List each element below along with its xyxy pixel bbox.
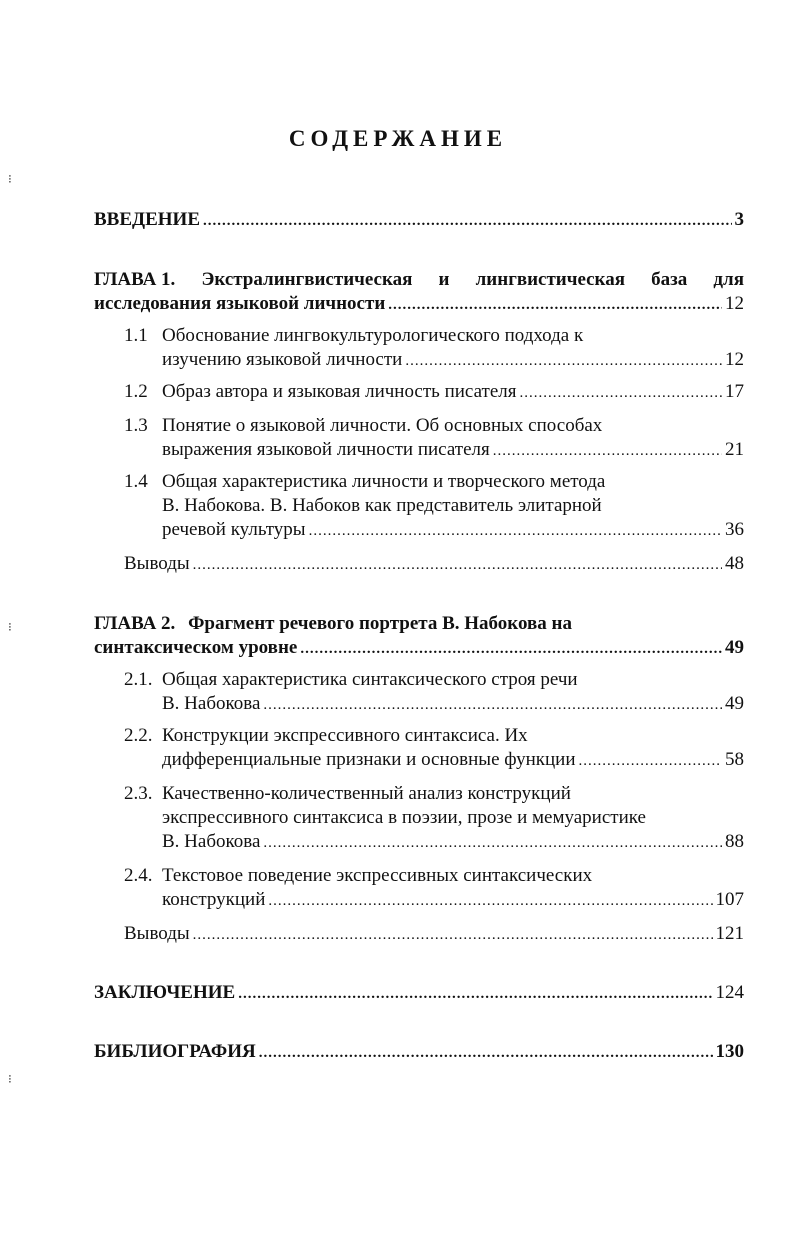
scan-mark: ⁝	[8, 1072, 12, 1086]
page-number: 124	[715, 982, 744, 1003]
dot-leader	[263, 693, 722, 717]
chapter-title-line-2: исследования языковой личности	[94, 293, 386, 314]
section-title-line: Общая характеристика личности и творческого метода	[162, 471, 606, 492]
toc-entry-introduction[interactable]	[94, 208, 744, 233]
section-number: 1.4	[124, 471, 148, 492]
entry-label: Выводы	[124, 553, 190, 574]
section-title-line: выражения языковой личности писателя	[162, 439, 490, 460]
section-number: 2.3.	[124, 783, 153, 804]
section-title-line: В. Набокова	[162, 831, 261, 852]
dot-leader	[579, 749, 723, 773]
page-number: 12	[725, 349, 744, 370]
section-title-line: Образ автора и языковая личность писателя	[162, 381, 517, 402]
entry-label: ВВЕДЕНИЕ	[94, 209, 200, 230]
dot-leader	[259, 1041, 713, 1065]
section-title-line: экспрессивного синтаксиса в поэзии, прозе и мемуаристике	[162, 807, 646, 828]
entry-label: ЗАКЛЮЧЕНИЕ	[94, 982, 236, 1003]
section-number: 1.2	[124, 381, 148, 402]
page-title: СОДЕРЖАНИЕ	[288, 126, 508, 151]
dot-leader	[405, 349, 722, 373]
section-title-line: Текстовое поведение экспрессивных синтаксических	[162, 865, 593, 886]
dot-leader	[388, 293, 722, 317]
chapter-title-line-2: синтаксическом уровне	[94, 637, 298, 658]
dot-leader	[263, 831, 722, 855]
dot-leader	[519, 381, 722, 405]
page-number: 49	[725, 693, 744, 714]
section-title-line: Общая характеристика синтаксического строя речи	[162, 669, 578, 690]
dot-leader	[300, 637, 722, 661]
entry-label: БИБЛИОГРАФИЯ	[94, 1041, 256, 1062]
page-number: 107	[715, 889, 744, 910]
page-number: 49	[725, 637, 744, 658]
chapter-title-line-1: ГЛАВА 1. Экстралингвистическая и лингвистическая база для	[94, 269, 744, 290]
section-number: 1.3	[124, 415, 148, 436]
toc-entry-chapter-2[interactable]	[94, 612, 744, 661]
dot-leader	[268, 889, 712, 913]
toc-entry-chapter-1-conclusions[interactable]	[124, 552, 744, 577]
dot-leader	[193, 553, 722, 577]
page-number: 88	[725, 831, 744, 852]
dot-leader	[309, 519, 722, 543]
dot-leader	[493, 439, 722, 463]
page-number: 36	[725, 519, 744, 540]
section-number: 1.1	[124, 325, 148, 346]
scan-mark: ⁝	[8, 620, 12, 634]
page-number: 121	[715, 923, 744, 944]
section-title-line: Понятие о языковой личности. Об основных способах	[162, 415, 603, 436]
dot-leader	[238, 982, 712, 1006]
dot-leader	[203, 209, 732, 233]
dot-leader	[193, 923, 713, 947]
scan-mark: ⁝	[8, 172, 12, 186]
section-title-line: конструкций	[162, 889, 266, 910]
section-title-line: В. Набокова	[162, 693, 261, 714]
entry-label: Выводы	[124, 923, 190, 944]
page-number: 17	[725, 381, 744, 402]
page-number: 3	[734, 209, 744, 230]
section-title-line: речевой культуры	[162, 519, 306, 540]
toc-entry-conclusion[interactable]	[94, 981, 744, 1006]
toc-entry-bibliography[interactable]	[94, 1040, 744, 1065]
section-number: 2.4.	[124, 865, 153, 886]
section-title-line: Качественно-количественный анализ конструкций	[162, 783, 571, 804]
section-title-line: В. Набокова. В. Набоков как представитель элитарной	[162, 495, 602, 516]
page-number: 21	[725, 439, 744, 460]
section-title-line: Конструкции экспрессивного синтаксиса. Их	[162, 725, 528, 746]
toc-entry-chapter-2-conclusions[interactable]	[124, 922, 744, 947]
page-number: 48	[725, 553, 744, 574]
section-title-line: изучению языковой личности	[162, 349, 403, 370]
page-number: 58	[725, 749, 744, 770]
section-number: 2.2.	[124, 725, 153, 746]
page-number: 130	[715, 1041, 744, 1062]
section-number: 2.1.	[124, 669, 153, 690]
section-title-line: дифференциальные признаки и основные функции	[162, 749, 576, 770]
section-title-line: Обоснование лингвокультурологического подхода к	[162, 325, 584, 346]
toc-entry-chapter-1[interactable]	[94, 268, 744, 317]
chapter-title-line-1: ГЛАВА 2. Фрагмент речевого портрета В. Набокова на	[94, 613, 572, 634]
page-number: 12	[725, 293, 744, 314]
